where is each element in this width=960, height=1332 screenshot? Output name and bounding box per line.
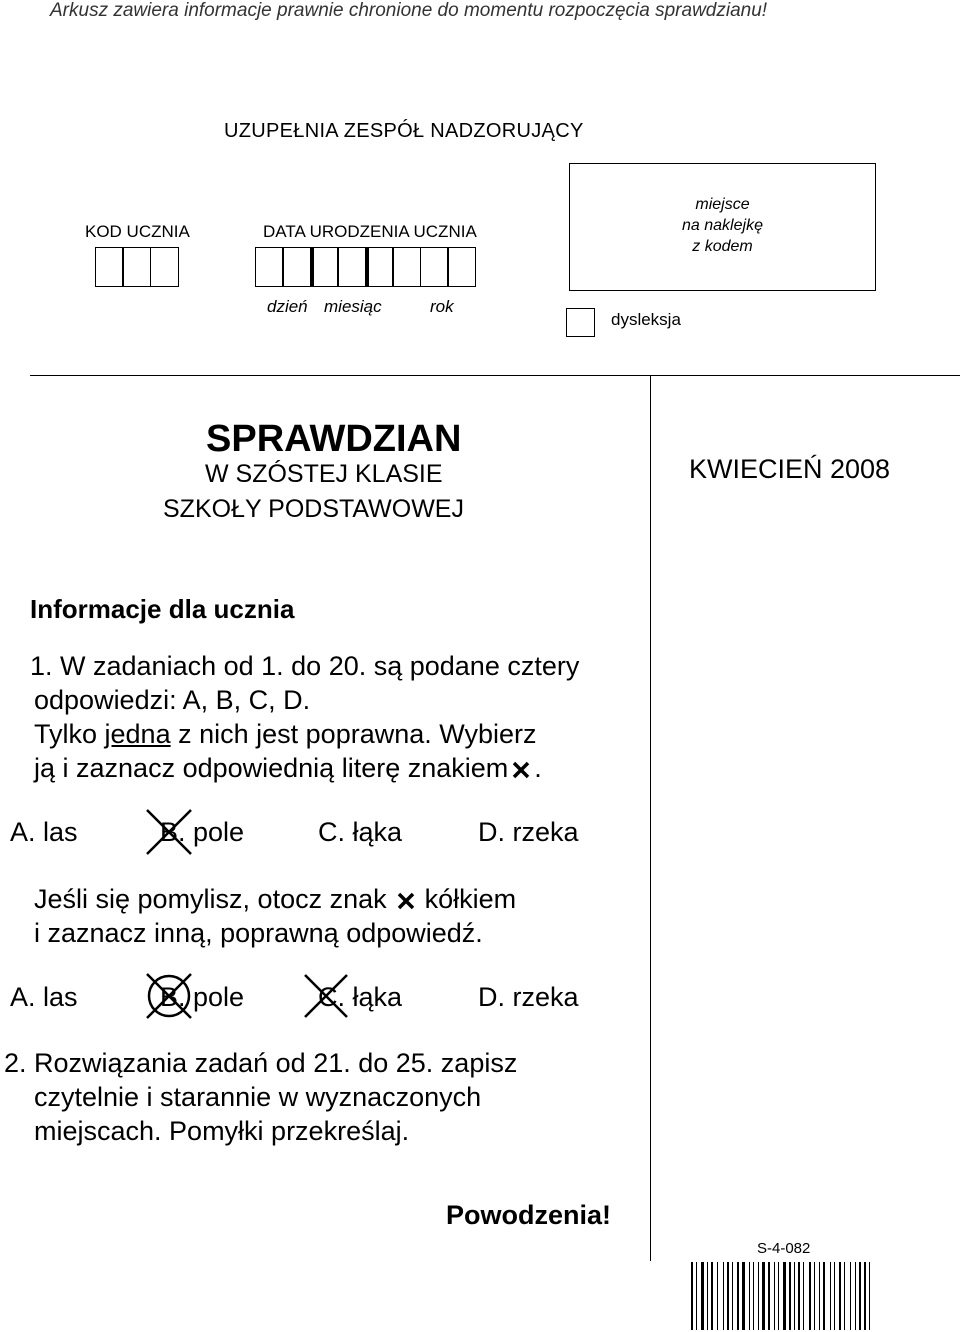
barcode-bar: [768, 1262, 770, 1330]
barcode-bar: [830, 1262, 831, 1330]
answer-cross-icon: [303, 973, 349, 1019]
text: Tylko: [34, 719, 105, 749]
birth-year-cell[interactable]: [365, 247, 394, 287]
barcode-bar: [823, 1262, 825, 1330]
barcode-bar: [778, 1262, 779, 1330]
barcode-bar: [762, 1262, 765, 1330]
text: .: [534, 753, 542, 783]
barcode-bar: [834, 1262, 835, 1330]
correction-instruction: [34, 882, 516, 950]
example-1-option-d: D. rzeka: [478, 817, 579, 847]
month-label: miesiąc: [324, 297, 382, 316]
barcode-bar: [839, 1262, 841, 1330]
correction-line-1: [34, 882, 516, 916]
instruction-1-line-1: 1. W zadaniach od 1. do 20. są podane cztery: [30, 651, 580, 681]
instruction-1-line-2: odpowiedzi: A, B, C, D.: [34, 685, 311, 715]
barcode-bar: [859, 1262, 861, 1330]
birth-day-cell[interactable]: [282, 247, 311, 287]
year-label: rok: [430, 297, 454, 316]
sticker-line-3: z kodem: [692, 238, 753, 255]
correction-line-2: i zaznacz inną, poprawną odpowiedź.: [34, 918, 483, 948]
birth-year-cell[interactable]: [392, 247, 421, 287]
barcode-bar: [737, 1262, 739, 1330]
birth-month-cell[interactable]: [310, 247, 339, 287]
horizontal-divider: [30, 375, 960, 376]
birth-date-label: DATA URODZENIA UCZNIA: [263, 222, 477, 241]
barcode-bar: [753, 1262, 754, 1330]
barcode-bar: [814, 1262, 815, 1330]
barcode-bar: [732, 1262, 733, 1330]
student-code-label: KOD UCZNIA: [85, 222, 190, 241]
exam-title: SPRAWDZIAN: [206, 418, 462, 460]
staff-fill-heading: UZUPEŁNIA ZESPÓŁ NADZORUJĄCY: [224, 120, 584, 142]
text: z nich jest poprawna. Wybierz: [170, 719, 537, 749]
barcode-bar: [803, 1262, 804, 1330]
birth-day-cell[interactable]: [255, 247, 284, 287]
instruction-2-line-1: 2. Rozwiązania zadań od 21. do 25. zapisz: [4, 1048, 518, 1078]
birth-year-cell[interactable]: [420, 247, 449, 287]
barcode-bar: [723, 1262, 724, 1330]
barcode-bar: [789, 1262, 791, 1330]
barcode-bar: [850, 1262, 851, 1330]
answer-cross-icon: [145, 808, 193, 856]
instruction-2: [4, 1046, 518, 1148]
barcode-bar: [844, 1262, 845, 1330]
barcode: [691, 1262, 953, 1330]
student-code-cell[interactable]: [122, 247, 151, 287]
circled-cross-icon: [143, 971, 195, 1021]
sticker-line-1: miejsce: [695, 196, 750, 213]
cross-mark-icon: [512, 761, 530, 779]
barcode-bar: [707, 1262, 708, 1330]
text: ją i zaznacz odpowiednią literę znakiem: [34, 753, 509, 783]
barcode-bar: [783, 1262, 786, 1330]
exam-date: KWIECIEŃ 2008: [689, 454, 891, 484]
barcode-bar: [727, 1262, 729, 1330]
example-2-option-a: A. las: [10, 982, 78, 1012]
barcode-bar: [701, 1262, 704, 1330]
birth-date-boxes[interactable]: [256, 247, 476, 287]
cross-mark-icon: [397, 892, 415, 910]
student-code-cell[interactable]: [150, 247, 179, 287]
instruction-1-line-4: [34, 751, 579, 785]
exam-subtitle-2: SZKOŁY PODSTAWOWEJ: [163, 495, 464, 523]
day-label: dzień: [267, 297, 308, 316]
legal-notice: Arkusz zawiera informacje prawnie chronione do momentu rozpoczęcia sprawdzianu!: [50, 0, 768, 21]
barcode-bar: [819, 1262, 820, 1330]
exam-subtitle-1: W SZÓSTEJ KLASIE: [205, 460, 443, 488]
instructions-heading: Informacje dla ucznia: [30, 594, 295, 624]
dyslexia-label: dysleksja: [611, 310, 681, 329]
instruction-1-line-3: [34, 717, 579, 751]
barcode-bar: [691, 1262, 693, 1330]
text: Jeśli się pomylisz, otocz znak: [34, 884, 387, 914]
code-sticker-area: [569, 163, 876, 291]
underlined-text: jedna: [104, 719, 171, 749]
barcode-bar: [798, 1262, 800, 1330]
example-1-option-a: A. las: [10, 817, 78, 847]
sticker-line-2: na naklejkę: [682, 217, 763, 234]
student-code-cell[interactable]: [95, 247, 124, 287]
example-2-option-c: C. łąka: [318, 982, 403, 1012]
instruction-2-line-2: czytelnie i starannie w wyznaczonych: [34, 1082, 482, 1112]
barcode-bar: [717, 1262, 718, 1330]
student-code-boxes[interactable]: [96, 247, 179, 287]
birth-year-cell[interactable]: [447, 247, 476, 287]
barcode-bar: [855, 1262, 856, 1330]
example-2-option-b: B. pole: [160, 982, 245, 1012]
dyslexia-checkbox[interactable]: [566, 308, 595, 337]
barcode-bar: [864, 1262, 866, 1330]
barcode-bar: [749, 1262, 750, 1330]
barcode-bar: [696, 1262, 697, 1330]
instruction-2-line-3: miejscach. Pomyłki przekreślaj.: [34, 1116, 410, 1146]
barcode-bar: [774, 1262, 775, 1330]
instruction-1: [30, 649, 580, 785]
example-2-option-d: D. rzeka: [478, 982, 579, 1012]
barcode-bar: [711, 1262, 713, 1330]
good-luck-text: Powodzenia!: [446, 1200, 612, 1230]
sheet-code: S-4-082: [757, 1240, 811, 1257]
vertical-divider: [650, 376, 651, 1261]
barcode-bar: [758, 1262, 759, 1330]
example-1-option-c: C. łąka: [318, 817, 403, 847]
example-1-option-b: B. pole: [160, 817, 245, 847]
barcode-bar: [809, 1262, 811, 1330]
barcode-bar: [794, 1262, 795, 1330]
barcode-bar: [742, 1262, 745, 1330]
birth-month-cell[interactable]: [337, 247, 366, 287]
text: kółkiem: [424, 884, 517, 914]
barcode-bar: [869, 1262, 870, 1330]
